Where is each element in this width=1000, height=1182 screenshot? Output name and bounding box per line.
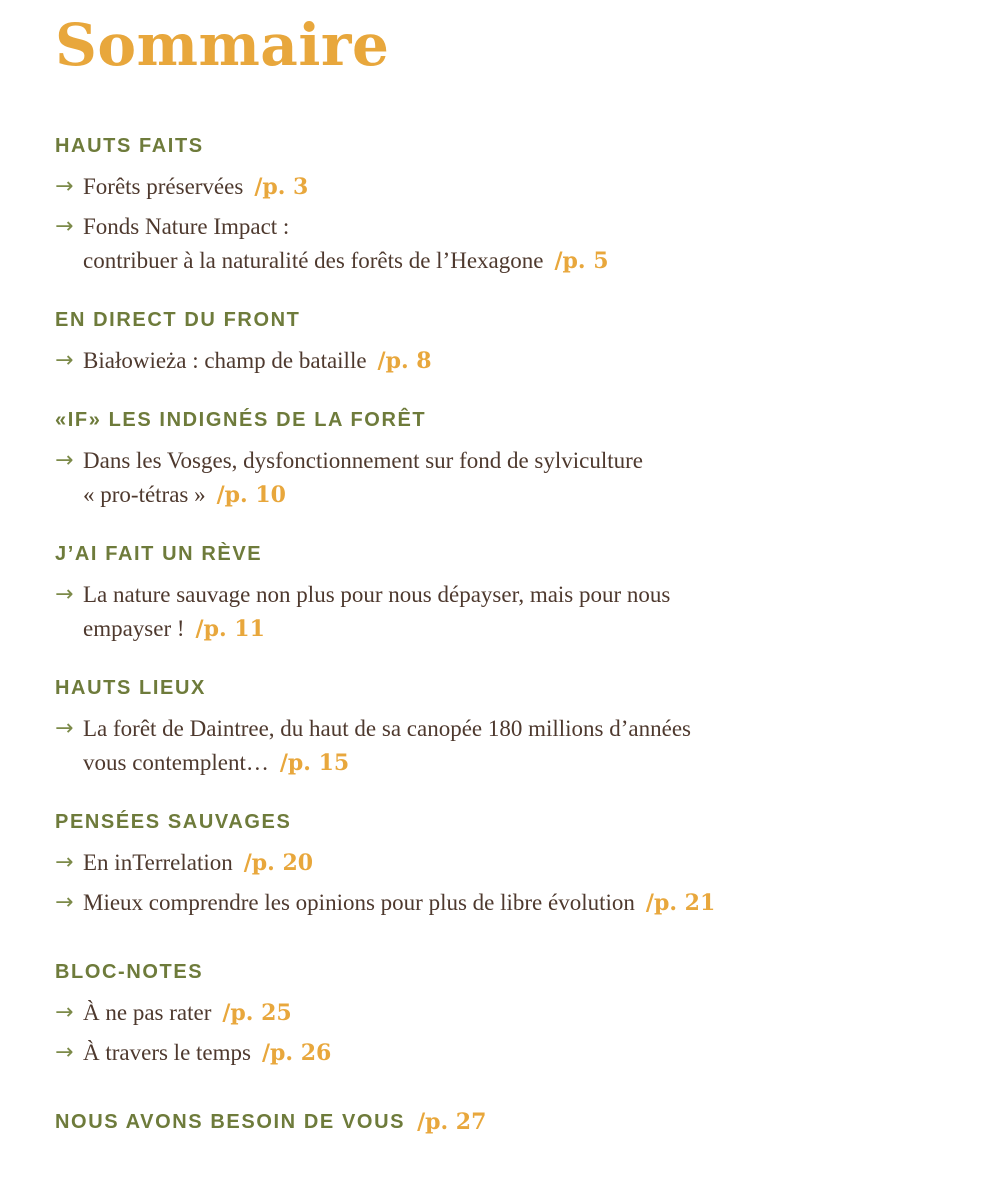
item-title: À travers le temps [83,1040,251,1065]
item-line [83,244,960,278]
item-title: Forêts préservées [83,174,244,199]
toc-section-nous-avons-besoin-de-vous [55,1110,960,1134]
toc-item [55,170,960,204]
page-ref: /p. 21 [645,890,716,916]
page-ref: /p. 26 [261,1040,332,1066]
item-title: La nature sauvage non plus pour nous dépayser, mais pour nous [83,582,671,607]
toc-section-if-indignes [55,408,960,512]
toc-section-en-direct-du-front [55,308,960,378]
toc-item [55,996,960,1030]
item-title: « pro-tétras » [83,482,206,507]
toc-item [55,578,960,646]
arrow-right-icon: → [55,716,74,741]
item-title: À ne pas rater [83,1000,212,1025]
section-heading [55,1110,960,1134]
item-title: vous contemplent… [83,750,269,775]
arrow-right-icon: → [55,348,74,373]
toc-section-pensees-sauvages [55,810,960,920]
toc-section-jai-fait-un-reve [55,542,960,646]
arrow-right-icon: → [55,174,74,199]
toc-section-bloc-notes [55,960,960,1070]
item-title: Fonds Nature Impact : [83,214,290,239]
item-line [83,444,960,478]
toc-item [55,886,960,920]
section-heading: EN DIRECT DU FRONT [55,309,301,331]
item-line [83,612,960,646]
toc-item [55,846,960,880]
arrow-right-icon: → [55,448,74,473]
item-line [83,170,960,204]
item-line [83,996,960,1030]
section-heading: J’AI FAIT UN RÈVE [55,543,263,565]
page-ref: /p. 25 [222,1000,292,1026]
section-heading: «IF» LES INDIGNÉS DE LA FORÊT [55,409,427,431]
page-title: Sommaire [55,11,390,79]
item-line [83,712,960,746]
item-line [83,846,960,880]
section-heading: BLOC-NOTES [55,961,204,983]
section-heading: HAUTS LIEUX [55,677,206,699]
item-title: contribuer à la naturalité des forêts de l’Hexagone [83,248,544,273]
section-heading-label: NOUS AVONS BESOIN DE VOUS [55,1111,406,1133]
toc-item [55,444,960,512]
arrow-right-icon: → [55,890,74,915]
item-line [83,578,960,612]
item-title: Mieux comprendre les opinions pour plus de libre évolution [83,890,635,915]
item-line [83,344,960,378]
item-line [83,478,960,512]
toc-item [55,712,960,780]
page-ref: /p. 10 [216,482,286,508]
arrow-right-icon: → [55,214,74,239]
toc-section-hauts-faits [55,134,960,278]
page-ref: /p. 11 [195,616,265,642]
page-ref: /p. 8 [377,348,432,374]
item-title: En inTerrelation [83,850,233,875]
arrow-right-icon: → [55,582,74,607]
page-ref: /p. 20 [243,850,314,876]
section-heading: HAUTS FAITS [55,135,204,157]
item-line [83,746,960,780]
item-title: Białowieża : champ de bataille [83,348,367,373]
item-line [83,210,960,244]
page-ref: /p. 27 [417,1109,487,1135]
page-ref: /p. 5 [554,248,609,274]
item-title: La forêt de Daintree, du haut de sa canopée 180 millions d’années [83,716,691,741]
item-title: empayser ! [83,616,185,641]
item-title: Dans les Vosges, dysfonctionnement sur fond de sylviculture [83,448,644,473]
item-line [83,886,960,920]
page-ref: /p. 3 [254,174,309,200]
arrow-right-icon: → [55,1040,74,1065]
toc-item [55,344,960,378]
item-line [83,1036,960,1070]
toc-section-hauts-lieux [55,676,960,780]
arrow-right-icon: → [55,850,74,875]
toc-item [55,210,960,278]
toc-item [55,1036,960,1070]
arrow-right-icon: → [55,1000,74,1025]
section-heading: PENSÉES SAUVAGES [55,811,292,833]
page-ref: /p. 15 [279,750,350,776]
